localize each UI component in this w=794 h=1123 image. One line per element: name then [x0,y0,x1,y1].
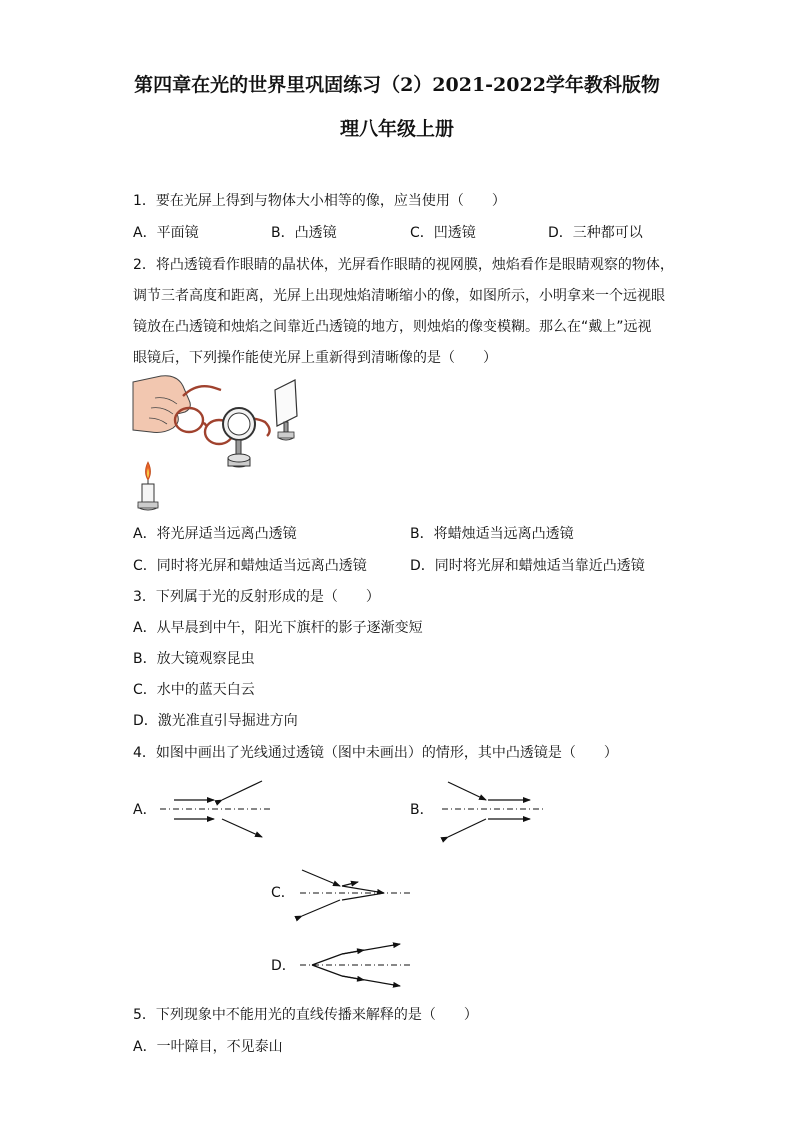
question-3-stem: 3．下列属于光的反射形成的是（ ） [133,589,380,605]
ray-diagram-b [442,782,545,837]
question-4-stem: 4．如图中画出了光线通过透镜（图中未画出）的情形，其中凸透镜是（ ） [133,745,618,761]
question-5-option-a: A．一叶障目，不见泰山 [133,1039,283,1055]
question-3-option-c: C．水中的蓝天白云 [133,682,255,698]
question-5-stem: 5．下列现象中不能用光的直线传播来解释的是（ ） [133,1007,478,1023]
glasses-icon [175,386,270,444]
document-title-line-1: 第四章在光的世界里巩固练习（2）2021-2022学年教科版物 [134,74,660,96]
question-4-option-a-label: A． [133,802,157,818]
question-4-option-d-label: D． [271,958,296,974]
question-3-option-b: B．放大镜观察昆虫 [133,651,255,667]
question-2-option-b: B．将蜡烛适当远离凸透镜 [410,526,574,542]
optics-bench-illustration [133,374,313,516]
question-2-option-a: A．将光屏适当远离凸透镜 [133,526,297,542]
candle-icon [138,462,158,510]
question-2-stem-line-4: 眼镜后，下列操作能使光屏上重新得到清晰像的是（ ） [133,350,497,366]
question-2-stem-line-3: 镜放在凸透镜和烛焰之间靠近凸透镜的地方，则烛焰的像变模糊。那么在“戴上”远视 [133,319,652,335]
question-1-stem: 1．要在光屏上得到与物体大小相等的像，应当使用（ ） [133,193,506,209]
question-4-option-c-label: C． [271,885,295,901]
question-1-option-b: B．凸透镜 [271,225,337,241]
question-1-option-d: D．三种都可以 [548,225,643,241]
question-3-option-a: A．从早晨到中午，阳光下旗杆的影子逐渐变短 [133,620,423,636]
document-title-line-2: 理八年级上册 [339,118,454,140]
question-4-option-b-label: B． [410,802,434,818]
light-screen-stand [275,380,297,440]
hand-shape [133,376,190,433]
ray-diagram-c [300,870,410,916]
question-1-option-a: A．平面镜 [133,225,199,241]
question-2-option-c: C．同时将光屏和蜡烛适当远离凸透镜 [133,558,367,574]
question-2-stem-line-1: 2．将凸透镜看作眼睛的晶状体，光屏看作眼睛的视网膜，烛焰看作是眼睛观察的物体， [133,257,674,273]
question-2-option-d: D．同时将光屏和蜡烛适当靠近凸透镜 [410,558,645,574]
question-1-option-c: C．凹透镜 [410,225,476,241]
ray-diagram-d [300,944,410,986]
question-3-option-d: D．激光准直引导掘进方向 [133,713,298,729]
ray-diagram-a [160,781,270,837]
convex-lens-stand [223,408,255,467]
question-2-stem-line-2: 调节三者高度和距离，光屏上出现烛焰清晰缩小的像，如图所示，小明拿来一个远视眼 [133,288,665,304]
